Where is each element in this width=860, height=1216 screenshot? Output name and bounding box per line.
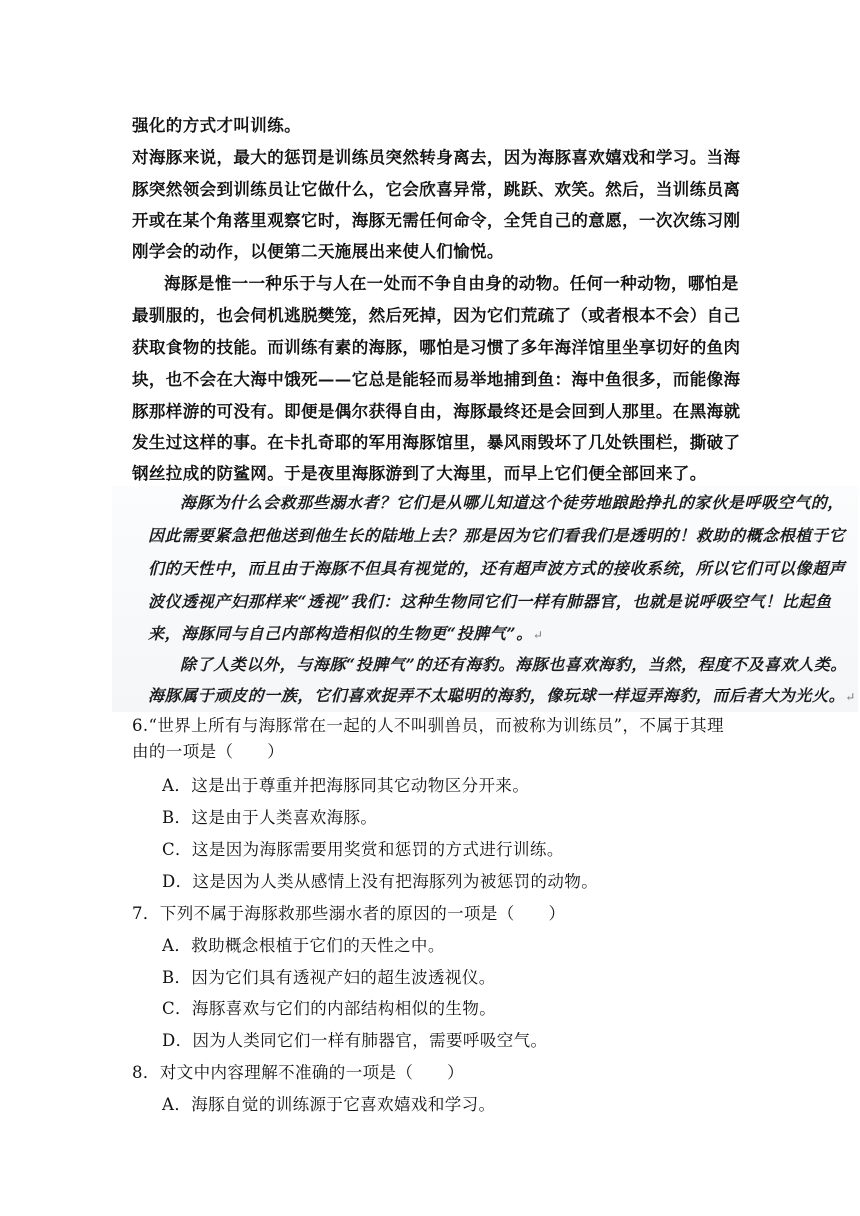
question-stem: 7．下列不属于海豚救那些溺水者的原因的一项是（ ） — [132, 904, 566, 923]
passage-line: 豚突然领会到训练员让它做什么，它会欣喜异常，跳跃、欢笑。然后，当训练员离 — [132, 180, 741, 199]
question-option: D．因为人类同它们一样有肺器官，需要呼吸空气。 — [162, 1031, 548, 1050]
passage-line: 钢丝拉成的防鲨网。于是夜里海豚游到了大海里，而早上它们便全部回来了。 — [132, 464, 707, 483]
question-option: A．海豚自觉的训练源于它喜欢嬉戏和学习。 — [162, 1095, 496, 1114]
scanned-line: 波仪透视产妇那样来“透视”我们：这种生物同它们一样有肺器官，也就是说呼吸空气！比起鱼 — [148, 592, 832, 611]
question-option: C．这是因为海豚需要用奖赏和惩罚的方式进行训练。 — [162, 840, 564, 859]
question-option: B．这是由于人类喜欢海豚。 — [162, 808, 378, 827]
passage-line: 获取食物的技能。而训练有素的海豚，哪怕是习惯了多年海洋馆里坐享切好的鱼肉 — [132, 338, 741, 357]
scanned-line: 海豚为什么会救那些溺水者？它们是从哪儿知道这个徒劳地踉跄挣扎的家伙是呼吸空气的， — [180, 493, 845, 512]
passage-line: 最驯服的，也会伺机逃脱樊笼，然后死掉，因为它们荒疏了（或者根本不会）自己 — [132, 306, 741, 325]
passage-line: 对海豚来说，最大的惩罚是训练员突然转身离去，因为海豚喜欢嬉戏和学习。当海 — [132, 148, 741, 167]
passage-line: 豚那样游的可没有。即便是偶尔获得自由，海豚最终还是会回到人那里。在黑海就 — [132, 402, 741, 421]
paragraph-mark-icon: ↵ — [532, 628, 544, 642]
passage-line: 强化的方式才叫训练。 — [132, 116, 301, 135]
passage-line: 刚学会的动作，以便第二天施展出来使人们愉悦。 — [132, 242, 504, 261]
scanned-line: 们的天性中，而且由于海豚不但具有视觉的，还有超声波方式的接收系统，所以它们可以像超声 — [148, 559, 846, 578]
question-stem: 8．对文中内容理解不准确的一项是（ ） — [132, 1063, 464, 1082]
passage-line: 块，也不会在大海中饿死——它总是能轻而易举地捕到鱼：海中鱼很多，而能像海 — [132, 370, 741, 389]
passage-line: 发生过这样的事。在卡扎奇耶的军用海豚馆里，暴风雨毁坏了几处铁围栏，撕破了 — [132, 433, 741, 452]
question-stem: 6.“世界上所有与海豚常在一起的人不叫驯兽员，而被称为训练员”，不属于其理 — [132, 716, 724, 735]
question-option: D．这是因为人类从感情上没有把海豚列为被惩罚的动物。 — [162, 872, 599, 891]
question-option: B．因为它们具有透视产妇的超生波透视仪。 — [162, 968, 496, 987]
question-option: C．海豚喜欢与它们的内部结构相似的生物。 — [162, 999, 497, 1018]
scanned-line: 来，海豚同与自己内部构造相似的生物更“投脾气”。↵ — [148, 624, 544, 643]
scanned-line: 海豚属于顽皮的一族，它们喜欢捉弄不太聪明的海豹，像玩球一样逗弄海豹，而后者大为光火。↵ — [148, 686, 856, 705]
passage-line: 开或在某个角落里观察它时，海豚无需任何命令，全凭自己的意愿，一次次练习刚 — [132, 211, 741, 230]
question-option: A．这是出于尊重并把海豚同其它动物区分开来。 — [162, 776, 530, 795]
paragraph-mark-icon: ↵ — [845, 690, 856, 704]
passage-line: 海豚是惟一一种乐于与人在一处而不争自由身的动物。任何一种动物，哪怕是 — [164, 274, 739, 293]
question-option: A．救助概念根植于它们的天性之中。 — [162, 936, 445, 955]
question-stem: 由的一项是（ ） — [132, 742, 285, 761]
scanned-line: 因此需要紧急把他送到他生长的陆地上去？那是因为它们看我们是透明的！救助的概念根植于它 — [148, 526, 846, 545]
scanned-line: 除了人类以外，与海豚“投脾气”的还有海豹。海豚也喜欢海豹，当然，程度不及喜欢人类。 — [180, 655, 848, 674]
